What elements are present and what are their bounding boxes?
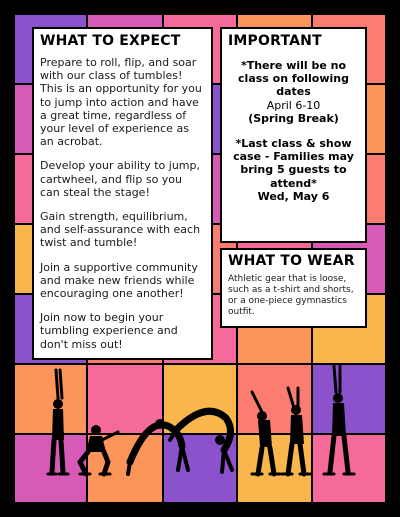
- gymnast-reach-icon: [282, 388, 310, 474]
- gymnast-standing-arms-up-icon: [48, 370, 68, 474]
- expect-paragraph: Develop your ability to jump, cartwheel, and flip so you can steal the stage!: [40, 159, 200, 199]
- gymnast-crouch-icon: [80, 425, 118, 474]
- expect-paragraph: Join now to begin your tumbling experience and don't miss out!: [40, 311, 178, 351]
- what-to-wear-text: Athletic gear that is loose, such as a t-shirt and shorts, or a one-piece gymnastics outfit.: [228, 274, 354, 317]
- last-class-note: *Last class & show case - Families may bring 5 guests to attend*: [233, 137, 354, 190]
- expect-paragraph: Gain strength, equilibrium, and self-assurance with each twist and tumble!: [40, 210, 201, 250]
- expect-paragraph: Join a supportive community and make new friends while encouraging one another!: [40, 260, 198, 301]
- gymnast-pose-icon: [324, 366, 354, 474]
- no-class-note: *There will be no class on following dates: [238, 59, 349, 99]
- what-to-wear-heading: WHAT TO WEAR: [228, 253, 355, 269]
- last-class-date: Wed, May 6: [257, 189, 330, 203]
- important-heading: IMPORTANT: [228, 33, 322, 49]
- expect-paragraph: Prepare to roll, flip, and soar with our class of tumbles! This is an opportunity for you to jump into action and have a great time, regardless of your level of experience as an acrobat.: [40, 56, 202, 149]
- what-to-expect-heading: WHAT TO EXPECT: [40, 33, 181, 49]
- no-class-reason: (Spring Break): [248, 111, 339, 125]
- gymnast-lean-back-icon: [252, 392, 280, 474]
- no-class-dates: April 6-10: [266, 98, 321, 112]
